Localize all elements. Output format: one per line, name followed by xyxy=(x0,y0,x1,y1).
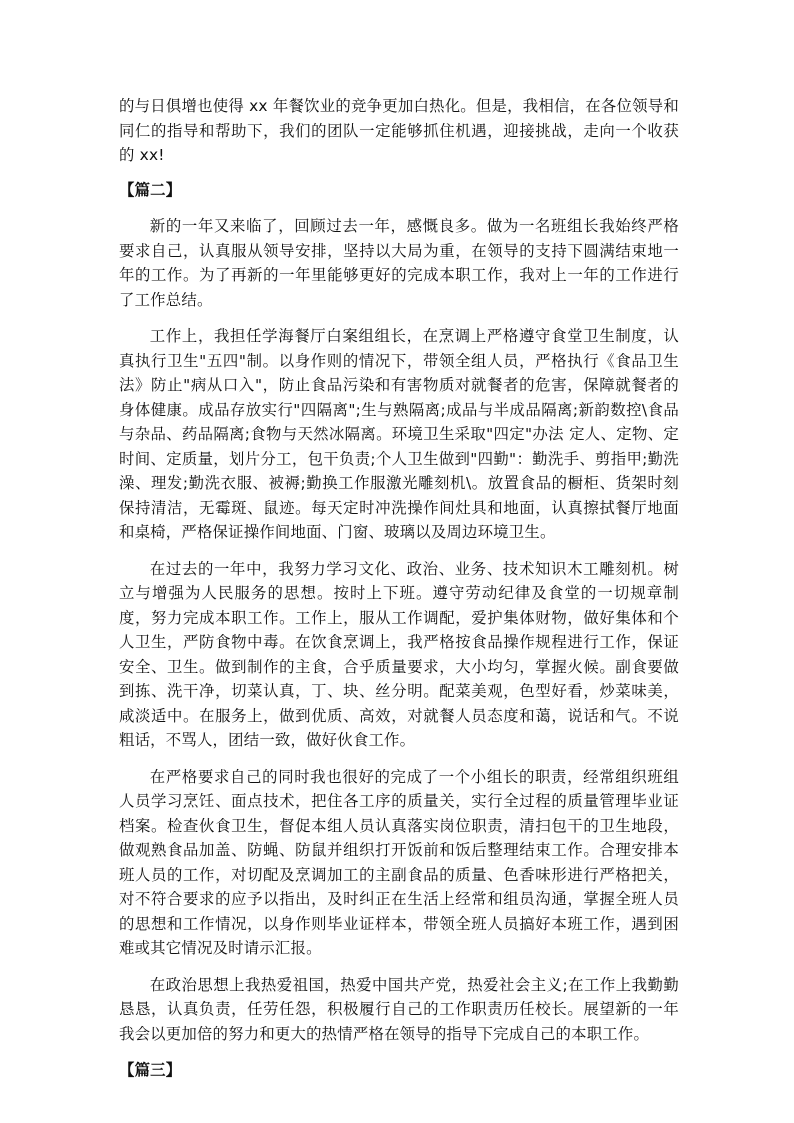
section-heading-3: 【篇三】 xyxy=(119,1061,182,1079)
paragraph-hygiene-work: 工作上，我担任学海餐厅白案组组长，在烹调上严格遵守食堂卫生制度，认真执行卫生"五四"制。以身作则的情况下，带领全组人员，严格执行《食品卫生法》防止"病从口入"，防止食品污染和有害物质对就餐者的危害，保障就餐者的身体健康。成品存放实行"四隔离";生与熟隔离;成品与半成品隔离;新韵数控\食品与杂品、药品隔离;食物与天然冰隔离。环境卫生采取"四定"办法 定人、定物、定时间、定质量，划片分工，包干负责;个人卫生做到"四勤"：勤洗手、剪指甲;勤洗澡、理发;勤洗衣服、被褥;勤换工作服激光雕刻机\。放置食品的橱柜、货架时刻保持清洁，无霉斑、鼠迹。每天定时冲洗操作间灶具和地面，认真擦拭餐厅地面和桌椅，严格保证操作间地面、门窗、玻璃以及周边环境卫生。 xyxy=(119,327,679,541)
section-heading-2: 【篇二】 xyxy=(119,180,182,199)
paragraph-summary-intro: 新的一年又来临了，回顾过去一年，感慨良多。做为一名班组长我始终严格要求自己，认真服从领导安排，坚持以大局为重，在领导的支持下圆满结束地一年的工作。为了再新的一年里能够更好的完成本职工作，我对上一年的工作进行了工作总结。 xyxy=(119,217,679,309)
paragraph-political-thought: 在政治思想上我热爱祖国，热爱中国共产党，热爱社会主义;在工作上我勤勤恳恳，认真负责，任劳任怨，积极履行自己的工作职责历任校长。展望新的一年我会以更加倍的努力和更大的热情严格在领导的指导下完成自己的本职工作。 xyxy=(119,975,679,1043)
paragraph-past-year: 在过去的一年中，我努力学习文化、政治、业务、技术知识木工雕刻机。树立与增强为人民服务的思想。按时上下班。遵守劳动纪律及食堂的一切规章制度，努力完成本职工作。工作上，服从工作调配，爱护集体财物，做好集体和个人卫生，严防食物中毒。在饮食烹调上，我严格按食品操作规程进行工作，保证安全、卫生。做到制作的主食，合乎质量要求，大小均匀，掌握火候。副食要做到拣、洗干净，切菜认真，丁、块、丝分明。配菜美观，色型好看，炒菜味美，咸淡适中。在服务上，做到优质、高效，对就餐人员态度和蔼，说话和气。不说粗话，不骂人，团结一致，做好伙食工作。 xyxy=(119,559,679,749)
paragraph-intro-continuation: 的与日俱增也使得 xx 年餐饮业的竞争更加白热化。但是，我相信，在各位领导和同仁的指导和帮助下，我们的团队一定能够抓住机遇，迎接挑战，走向一个收获的 xx! xyxy=(119,97,679,164)
paragraph-team-leader-duties: 在严格要求自己的同时我也很好的完成了一个小组长的职责，经常组织班组人员学习烹饪、面点技术，把住各工序的质量关，实行全过程的质量管理毕业证档案。检查伙食卫生，督促本组人员认真落实岗位职责，清扫包干的卫生地段，做观熟食品加盖、防蝇、防鼠并组织打开饭前和饭后整理结束工作。合理安排本班人员的工作，对切配及烹调加工的主副食品的质量、色香味形进行严格把关，对不符合要求的应予以指出，及时纠正在生活上经常和组员沟通，掌握全班人员的思想和工作情况，以身作则毕业证样本，带领全班人员搞好本班工作，遇到困难或其它情况及时请示汇报。 xyxy=(119,767,679,957)
document-page xyxy=(119,94,679,1083)
